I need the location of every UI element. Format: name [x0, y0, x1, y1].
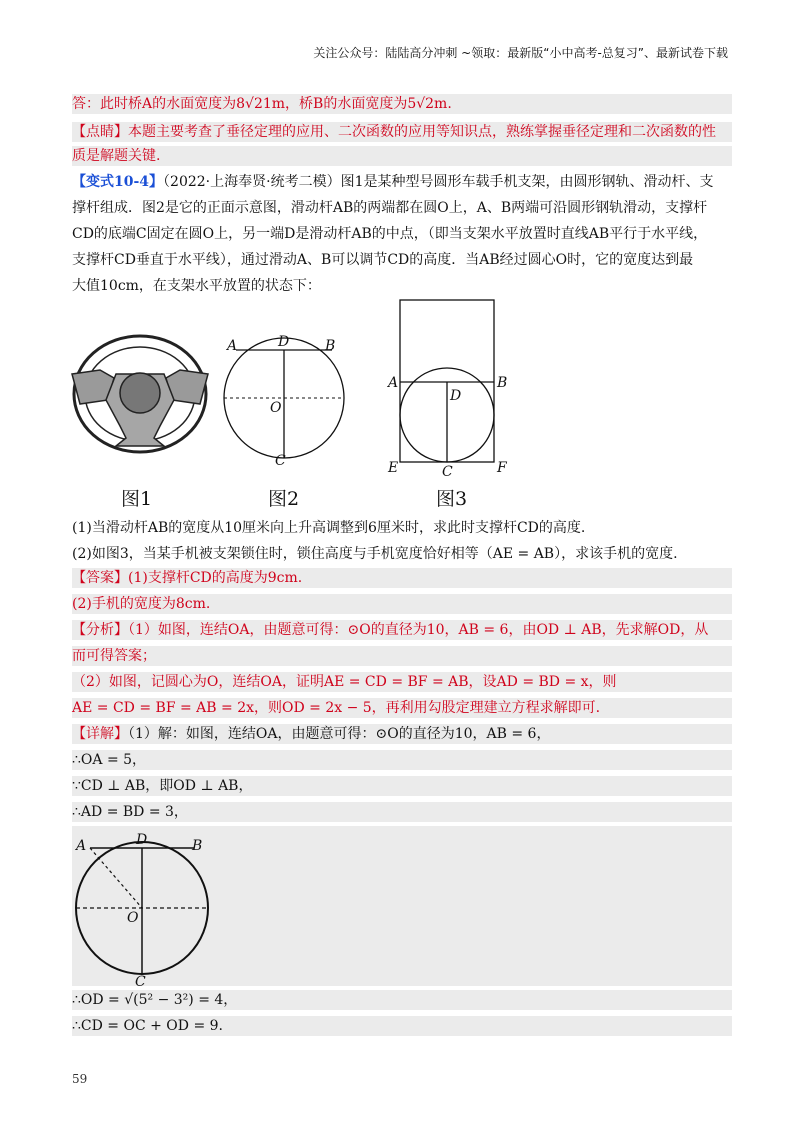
- detail-label-o: O: [127, 910, 139, 926]
- detail-label: 【详解】: [72, 726, 128, 742]
- detail-line-2: ∴OA = 5，: [72, 750, 732, 770]
- page-header: 关注公众号：陆陆高分冲刺 ~领取：最新版“小中高考-总复习”、最新试卷下载: [313, 46, 728, 60]
- page-number: 59: [72, 1072, 88, 1086]
- fig3-label-a: A: [388, 375, 399, 391]
- analysis-label: 【分析】: [72, 622, 128, 638]
- question-2: (2)如图3，当某手机被支架锁住时，锁住高度与手机宽度恰好相等（AE = AB），求该手机的宽度.: [72, 546, 678, 562]
- figure-1-caption: 图1: [121, 488, 153, 510]
- analysis-line-3: （2）如图，记圆心为O，连结OA，证明AE = CD = BF = AB，设AD = BD = x，则: [72, 672, 732, 692]
- problem-line-3: CD的底端C固定在圆O上，另一端D是滑动杆AB的中点，（即当支架水平放置时直线AB平行于水平线，: [72, 226, 708, 242]
- fig3-label-b: B: [497, 375, 508, 391]
- problem-text-1: （2022·上海奉贤·统考二模）图1是某种型号圆形车载手机支架，由圆形钢轨、滑动杆、支: [163, 174, 714, 190]
- problem-line-2: 撑杆组成．图2是它的正面示意图，滑动杆AB的两端都在圆O上，A、B两端可沿圆形钢轨滑动，支撑杆: [72, 200, 708, 216]
- detail-text-1: （1）解：如图，连结OA，由题意可得：⊙O的直径为10，AB = 6，: [128, 726, 551, 742]
- detail-line-4: ∴AD = BD = 3，: [72, 802, 732, 822]
- detail-line-5: ∴OD = √(5² − 3²) = 4，: [72, 990, 732, 1010]
- fig2-label-d: D: [278, 334, 290, 350]
- previous-answer: 答：此时桥A的水面宽度为8√21m，桥B的水面宽度为5√2m.: [72, 94, 732, 114]
- analysis-text-1: （1）如图，连结OA，由题意可得：⊙O的直径为10，AB = 6，由OD ⊥ AB，先求解OD，从: [128, 622, 709, 638]
- fig3-label-f: F: [497, 460, 507, 476]
- answer-label: 【答案】: [72, 570, 128, 586]
- fig2-label-o: O: [270, 400, 282, 416]
- figure-2-diagram: [224, 334, 344, 469]
- analysis-line-4: AE = CD = BF = AB = 2x，则OD = 2x − 5，再利用勾股定理建立方程求解即可.: [72, 698, 732, 718]
- detail-line-6: ∴CD = OC + OD = 9.: [72, 1016, 732, 1036]
- problem-line-1: [72, 172, 732, 192]
- figure-1-phone-holder: [68, 330, 214, 460]
- detail-figure-diagram: [72, 832, 212, 990]
- figure-3-diagram: [386, 296, 510, 480]
- dianjing-label: 【点睛】: [72, 124, 128, 140]
- detail-label-a: A: [76, 838, 87, 854]
- problem-label: 【变式10-4】: [72, 174, 164, 190]
- analysis-line-2: 而可得答案；: [72, 646, 732, 666]
- analysis-line-1: [72, 620, 732, 640]
- detail-label-b: B: [192, 838, 203, 854]
- question-1: (1)当滑动杆AB的宽度从10厘米向上升高调整到6厘米时，求此时支撑杆CD的高度.: [72, 520, 586, 536]
- dianjing-line-2: 质是解题关键.: [72, 146, 732, 166]
- answer-line-1: [72, 568, 732, 588]
- fig2-label-b: B: [325, 338, 336, 354]
- detail-line-3: ∵CD ⊥ AB，即OD ⊥ AB，: [72, 776, 732, 796]
- fig3-label-c: C: [442, 464, 453, 480]
- problem-line-4: 支撑杆CD垂直于水平线），通过滑动A、B可以调节CD的高度．当AB经过圆心O时，它的宽度达到最: [72, 252, 694, 268]
- fig2-label-a: A: [227, 338, 238, 354]
- problem-line-5: 大值10cm，在支架水平放置的状态下：: [72, 278, 321, 294]
- detail-line-1: [72, 724, 732, 744]
- fig3-label-d: D: [450, 388, 462, 404]
- fig3-label-e: E: [388, 460, 399, 476]
- figure-2-caption: 图2: [268, 488, 300, 510]
- detail-label-d: D: [136, 832, 148, 848]
- answer-1: (1)支撑杆CD的高度为9cm.: [128, 570, 303, 586]
- dianjing-line-1: [72, 122, 732, 142]
- dianjing-text-1: 本题主要考查了垂径定理的应用、二次函数的应用等知识点，熟练掌握垂径定理和二次函数的性: [128, 124, 716, 140]
- answer-2: (2)手机的宽度为8cm.: [72, 594, 732, 614]
- fig2-label-c: C: [275, 453, 286, 469]
- figure-3-caption: 图3: [436, 488, 468, 510]
- detail-label-c: C: [135, 974, 146, 990]
